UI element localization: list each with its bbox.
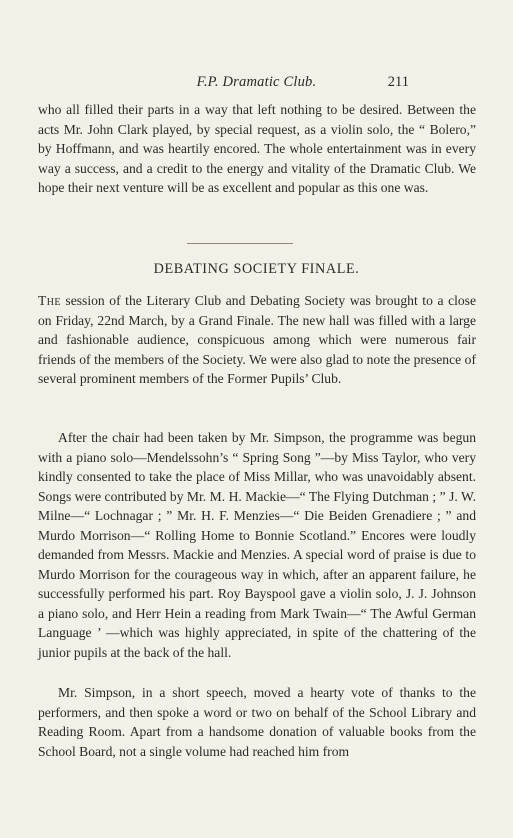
running-title: F.P. Dramatic Club. [196,74,317,90]
paragraph-text: session of the Literary Club and Debating Society was brought to a close on Friday, 22nd March, by a Grand Finale. The new hall was filled with a large and fashionable audience, conspicuous among which were numerous fair friends of the members of the Society. We were also glad to note the presence of several prominent members of the Former Pupils’ Club. [38,293,476,386]
section-paragraph-3: Mr. Simpson, in a short speech, moved a hearty vote of thanks to the performers, and then spoke a word or two on behalf of the School Library and Reading Room. Apart from a handsome donation of valuable books from the School Board, not a single volume had reached him from [38,685,476,759]
paragraph-lead-word: The [38,293,61,308]
section-divider [187,243,293,244]
section-heading: DEBATING SOCIETY FINALE. [153,261,360,277]
section-paragraph-2: After the chair had been taken by Mr. Simpson, the programme was begun with a piano solo—Mendelssohn’s “ Spring Song ”—by Miss Taylor, who very kindly consented to take the place of Miss Millar, who was unavoidably absent. Songs were contributed by Mr. M. H. Mackie—“ The Flying Dutchman ; ” J. W. Milne—“ Lochnagar ; ” Mr. H. F. Menzies—“ Die Beiden Grenadiere ; ” and Murdo Morrison—“ Rolling Home to Bonnie Scotland.” Encores were loudly demanded from Messrs. Mackie and Menzies. A special word of praise is due to Murdo Morrison for the courageous way in which, after an apparent failure, he successfully performed his part. Roy Bayspool gave a violin solo, J. J. Johnson a piano solo, and Herr Hein a reading from Mark Twain—“ The Awful German Language ’ —which was highly appreciated, in spite of the chattering of the junior pupils at the back of the hall. [38,430,476,660]
page-number: 211 [387,74,409,90]
continued-paragraph: who all filled their parts in a way that left nothing to be desired. Between the acts Mr. John Clark played, by special request, as a violin solo, the “ Bolero,” by Hoffmann, and was heartily encored. The whole entertainment was in every way a success, and a credit to the energy and vitality of the Dramatic Club. We hope their next venture will be as excellent and popular as this one was. [38,102,476,195]
section-paragraph-1 [38,291,476,389]
